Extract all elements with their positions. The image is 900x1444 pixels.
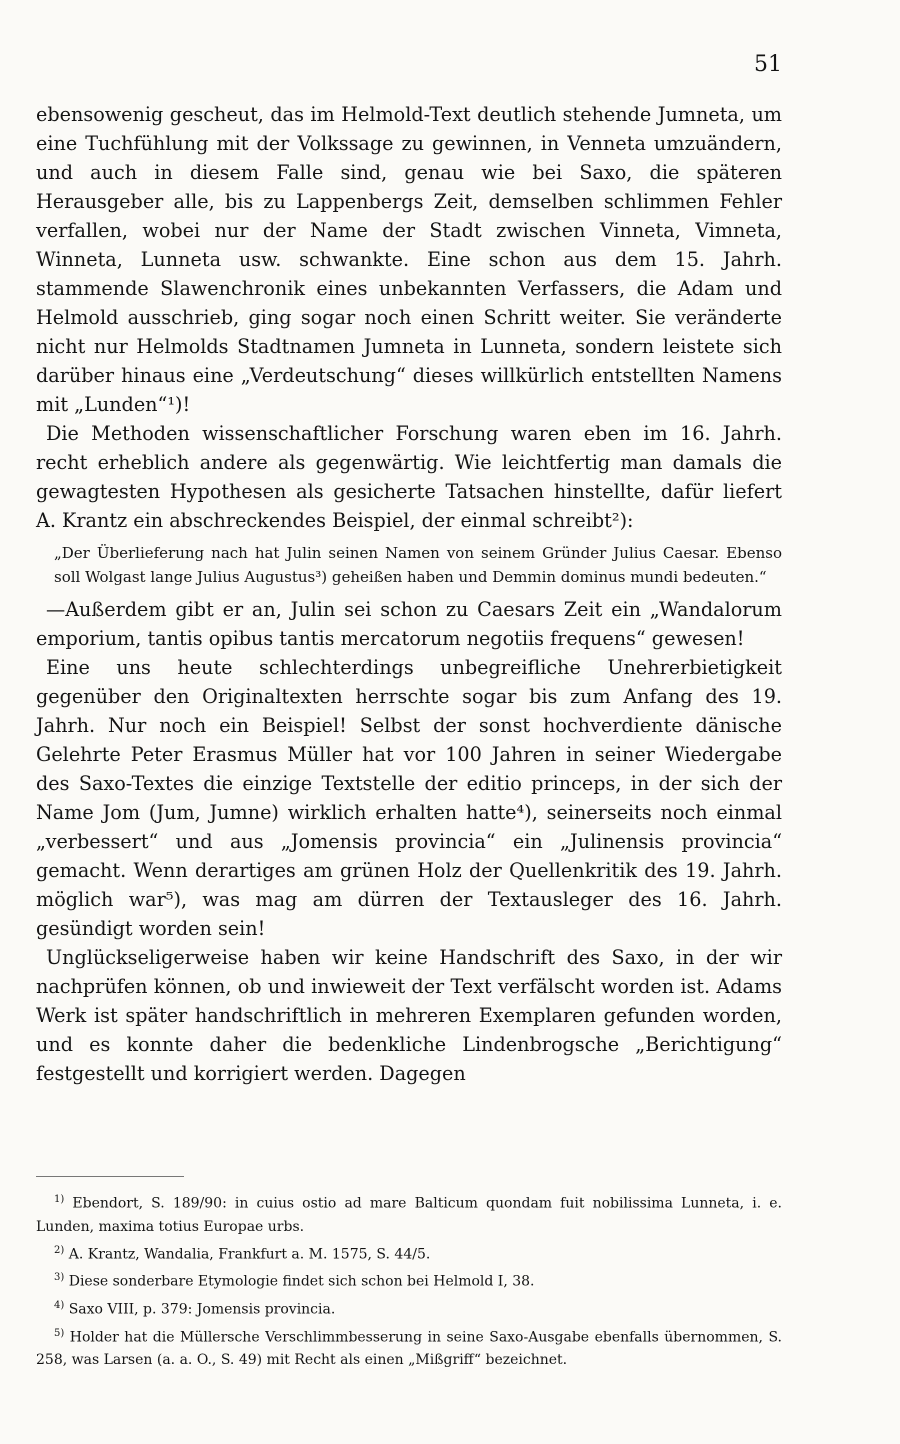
main-text bbox=[36, 100, 782, 1088]
footnote-1 bbox=[36, 1188, 782, 1239]
footnote-mark: 5) bbox=[54, 1327, 65, 1339]
footnote-text: Saxo VIII, p. 379: Jomensis provincia. bbox=[68, 1301, 336, 1318]
footnote-text: Diese sonderbare Etymologie findet sich schon bei Helmold I, 38. bbox=[68, 1273, 535, 1290]
footnote-2 bbox=[36, 1239, 782, 1267]
block-quote: „Der Überlieferung nach hat Julin seinen Namen von seinem Gründer Julius Caesar. Ebenso soll Wolgast lange Julius Augustus³) geheißen haben und Demmin dominus mundi bedeuten.“ bbox=[54, 544, 782, 586]
footnote-3 bbox=[36, 1266, 782, 1294]
paragraph-2: Die Methoden wissenschaftlicher Forschung waren eben im 16. Jahrh. recht erheblich andere als gegenwärtig. Wie leichtfertig man damals die gewagtesten Hypothesen als gesicherte Tatsachen hinstellte, dafür liefert A. Krantz ein abschreckendes Beispiel, der einmal schreibt²): bbox=[36, 422, 782, 532]
footnote-5 bbox=[36, 1322, 782, 1373]
footnote-mark: 3) bbox=[54, 1272, 65, 1284]
paragraph-5: Unglückseligerweise haben wir keine Handschrift des Saxo, in der wir nachprüfen können, ob und inwieweit der Text verfälscht worden ist. Adams Werk ist später handschriftlich in mehreren Exemplaren gefunden worden, und es konnte daher die bedenkliche Lindenbrogsche „Berichtigung“ festgestellt und korrigiert werden. Dagegen bbox=[36, 946, 782, 1085]
footnote-mark: 1) bbox=[54, 1194, 65, 1205]
page-number: 51 bbox=[754, 52, 782, 77]
footnote-divider bbox=[36, 1176, 184, 1177]
paragraph-3: —Außerdem gibt er an, Julin sei schon zu Caesars Zeit ein „Wandalorum emporium, tantis opibus tantis mercatorum negotiis frequens“ gewesen! bbox=[36, 598, 782, 650]
footnote-text: Ebendort, S. 189/90: in cuius ostio ad mare Balticum quondam fuit nobilissima Lunneta, i. e. Lunden, maxima totius Europae urbs. bbox=[36, 1195, 782, 1235]
footnotes bbox=[36, 1188, 782, 1372]
footnote-mark: 2) bbox=[54, 1244, 65, 1256]
footnote-mark: 4) bbox=[54, 1299, 65, 1311]
footnote-text: Holder hat die Müllersche Verschlimmbesserung in seine Saxo-Ausgabe ebenfalls übernommen, S. 258, was Larsen (a. a. O., S. 49) mit Recht als einen „Mißgriff“ bezeichnet. bbox=[36, 1329, 783, 1369]
paragraph-4: Eine uns heute schlechterdings unbegreifliche Unehrerbietigkeit gegenüber den Originaltexten herrschte sogar bis zum Anfang des 19. Jahrh. Nur noch ein Beispiel! Selbst der sonst hochverdiente dänische Gelehrte Peter Erasmus Müller hat vor 100 Jahren in seiner Wiedergabe des Saxo-Textes die einzige Textstelle der editio princeps, in der sich der Name Jom (Jum, Jumne) wirklich erhalten hatte⁴), seinerseits noch einmal „verbessert“ und aus „Jomensis provincia“ ein „Julinensis provincia“ gemacht. Wenn derartiges am grünen Holz der Quellenkritik des 19. Jahrh. möglich war⁵), was mag am dürren der Textausleger des 16. Jahrh. gesündigt worden sein! bbox=[36, 656, 782, 940]
footnote-text: A. Krantz, Wandalia, Frankfurt a. M. 1575, S. 44/5. bbox=[68, 1246, 431, 1263]
paragraph-1: ebensowenig gescheut, das im Helmold-Text deutlich stehende Jumneta, um eine Tuchfühlung mit der Volkssage zu gewinnen, in Venneta umzuändern, und auch in diesem Falle sind, genau wie bei Saxo, die späteren Herausgeber alle, bis zu Lappenbergs Zeit, demselben schlimmen Fehler verfallen, wobei nur der Name der Stadt zwischen Vinneta, Vimneta, Winneta, Lunneta usw. schwankte. Eine schon aus dem 15. Jahrh. stammende Slawenchronik eines unbekannten Verfassers, die Adam und Helmold ausschrieb, ging sogar noch einen Schritt weiter. Sie veränderte nicht nur Helmolds Stadtnamen Jumneta in Lunneta, sondern leistete sich darüber hinaus eine „Verdeutschung“ dieses willkürlich entstellten Namens mit „Lunden“¹)! bbox=[36, 103, 782, 416]
footnote-4 bbox=[36, 1294, 782, 1322]
